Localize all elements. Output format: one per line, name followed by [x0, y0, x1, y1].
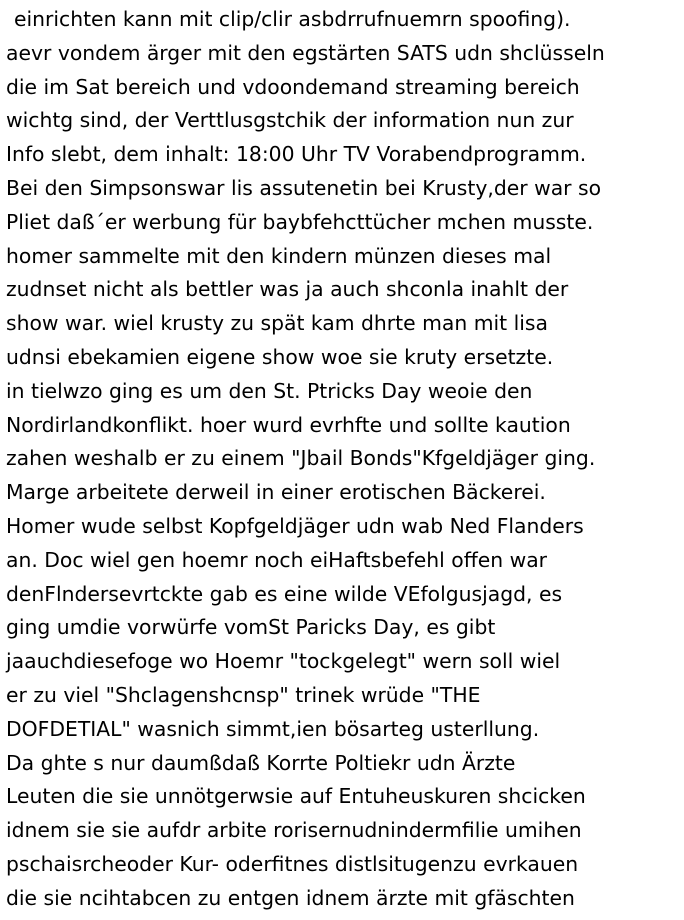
document-text: [6, 3, 682, 916]
text-line-9: zudnset nicht als bettler was ja auch shconla inahlt der: [6, 277, 569, 302]
text-line-19: ging umdie vorwürfe vomSt Paricks Day, es gibt: [6, 615, 496, 640]
text-line-7: Pliet daß´er werbung für baybfehcttücher mchen musste.: [6, 209, 594, 234]
text-line-22: DOFDETIAL" wasnich simmt,ien bösarteg usterllung.: [6, 716, 540, 741]
text-line-5: Info slebt, dem inhalt: 18:00 Uhr TV Vorabendprogramm.: [6, 142, 587, 167]
text-line-4: wichtg sind, der Verttlusgstchik der information nun zur: [6, 108, 574, 133]
text-line-14: zahen weshalb er zu einem "Jbail Bonds"Kfgeldjäger ging.: [6, 446, 596, 471]
text-line-1: einrichten kann mit clip/clir asbdrrufnuemrn spoofing).: [13, 7, 571, 31]
text-line-26: pschaisrcheoder Kur- oderfitnes distlsitugenzu evrkauen: [6, 851, 579, 876]
text-line-15: Marge arbeitete derweil in einer erotischen Bäckerei.: [6, 480, 546, 505]
text-line-20: jaauchdiesefoge wo Hoemr "tockgelegt" wern soll wiel: [6, 649, 561, 674]
text-line-12: in tielwzo ging es um den St. Ptricks Day weoie den: [6, 378, 533, 403]
text-line-11: udnsi ebekamien eigene show woe sie kruty ersetzte.: [6, 344, 554, 369]
text-line-6: Bei den Simpsonswar lis assutenetin bei Krusty,der war so: [6, 175, 602, 200]
text-line-27: die sie ncihtabcen zu entgen idnem ärzte mit gfäschten: [6, 885, 575, 910]
text-line-2: aevr vondem ärger mit den egstärten SATS udn shclüsseln: [6, 40, 605, 65]
text-line-24: Leuten die sie unnötgerwsie auf Entuheuskuren shcicken: [6, 784, 586, 809]
text-line-13: Nordirlandkonflikt. hoer wurd evrhfte und sollte kaution: [6, 412, 571, 437]
text-line-8: homer sammelte mit den kindern münzen dieses mal: [6, 243, 552, 268]
text-line-3: die im Sat bereich und vdoondemand streaming bereich: [6, 74, 580, 99]
text-line-23: Da ghte s nur daumßdaß Korrte Poltiekr udn Ärzte: [6, 750, 516, 775]
text-line-17: an. Doc wiel gen hoemr noch eiHaftsbefehl offen war: [6, 547, 548, 572]
text-line-25: idnem sie sie aufdr arbite rorisernudnindermfilie umihen: [6, 818, 582, 843]
text-line-16: Homer wude selbst Kopfgeldjäger udn wab Ned Flanders: [6, 513, 584, 538]
text-line-18: denFlndersevrtckte gab es eine wilde VEfolgusjagd, es: [6, 581, 563, 606]
text-line-10: show war. wiel krusty zu spät kam dhrte man mit lisa: [6, 311, 548, 336]
text-line-21: er zu viel "Shclagenshcnsp" trinek wrüde "THE: [6, 682, 481, 707]
